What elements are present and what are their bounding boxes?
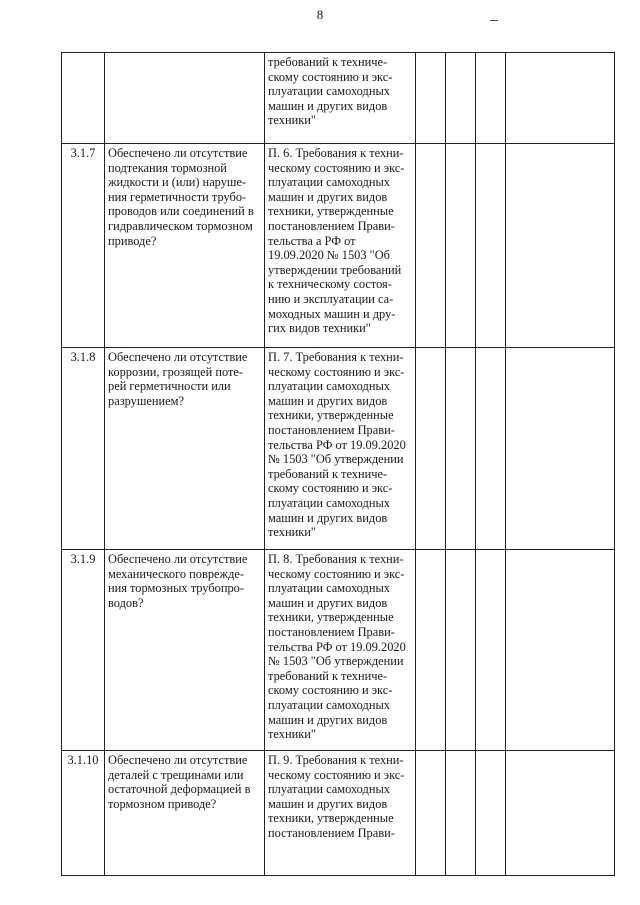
reference-cell: П. 6. Требования к техни- ческому состоянию и экс- плуатации самоходных машин и других видов техники, утвержденные постановлением Прави- тельства а РФ от 19.09.2020 № 1503 "Об утверждении требований к техническому состоя- нию и эксплуатации са- моходных машин и дру- гих видов техники"	[265, 144, 416, 348]
table-row	[62, 348, 615, 550]
question-cell: Обеспечено ли отсутствие подтекания тормозной жидкости и (или) наруше- ния герметичности трубо- проводов или соединений в гидравлическом тормозном приводе?	[105, 144, 265, 348]
answer-yes-cell[interactable]	[416, 348, 446, 550]
notes-cell[interactable]	[506, 53, 615, 144]
row-number-cell	[62, 53, 105, 144]
table-row	[62, 751, 615, 876]
notes-cell[interactable]	[506, 144, 615, 348]
question-cell: Обеспечено ли отсутствие механического поврежде- ния тормозных трубопро- водов?	[105, 550, 265, 751]
notes-cell[interactable]	[506, 751, 615, 876]
question-cell: Обеспечено ли отсутствие деталей с трещинами или остаточной деформацией в тормозном приводе?	[105, 751, 265, 876]
answer-no-cell[interactable]	[446, 751, 476, 876]
answer-na-cell[interactable]	[476, 144, 506, 348]
answer-yes-cell[interactable]	[416, 144, 446, 348]
answer-na-cell[interactable]	[476, 550, 506, 751]
answer-na-cell[interactable]	[476, 751, 506, 876]
question-cell: Обеспечено ли отсутствие коррозии, грозящей поте- рей герметичности или разрушением?	[105, 348, 265, 550]
table-row	[62, 550, 615, 751]
reference-cell: П. 8. Требования к техни- ческому состоянию и экс- плуатации самоходных машин и других видов техники, утвержденные постановлением Прави- тельства РФ от 19.09.2020 № 1503 "Об утверждении требований к техниче- скому состоянию и экс- плуатации самоходных машин и других видов техники"	[265, 550, 416, 751]
answer-no-cell[interactable]	[446, 348, 476, 550]
row-number-cell: 3.1.10	[62, 751, 105, 876]
answer-yes-cell[interactable]	[416, 550, 446, 751]
notes-cell[interactable]	[506, 348, 615, 550]
reference-cell: требований к техниче- скому состоянию и экс- плуатации самоходных машин и других видов техники"	[265, 53, 416, 144]
table-row	[62, 53, 615, 144]
question-cell	[105, 53, 265, 144]
page-mark	[490, 20, 498, 21]
page-number: 8	[316, 7, 324, 22]
answer-yes-cell[interactable]	[416, 53, 446, 144]
reference-cell: П. 7. Требования к техни- ческому состоянию и экс- плуатации самоходных машин и других видов техники, утвержденные постановлением Прави- тельства РФ от 19.09.2020 № 1503 "Об утверждении требований к техниче- скому состоянию и экс- плуатации самоходных машин и других видов техники"	[265, 348, 416, 550]
checklist-table	[61, 52, 615, 876]
row-number-cell: 3.1.7	[62, 144, 105, 348]
answer-no-cell[interactable]	[446, 53, 476, 144]
answer-yes-cell[interactable]	[416, 751, 446, 876]
row-number-cell: 3.1.8	[62, 348, 105, 550]
reference-cell: П. 9. Требования к техни- ческому состоянию и экс- плуатации самоходных машин и других видов техники, утвержденные постановлением Прави-	[265, 751, 416, 876]
answer-no-cell[interactable]	[446, 550, 476, 751]
answer-no-cell[interactable]	[446, 144, 476, 348]
answer-na-cell[interactable]	[476, 53, 506, 144]
row-number-cell: 3.1.9	[62, 550, 105, 751]
table-row	[62, 144, 615, 348]
notes-cell[interactable]	[506, 550, 615, 751]
answer-na-cell[interactable]	[476, 348, 506, 550]
